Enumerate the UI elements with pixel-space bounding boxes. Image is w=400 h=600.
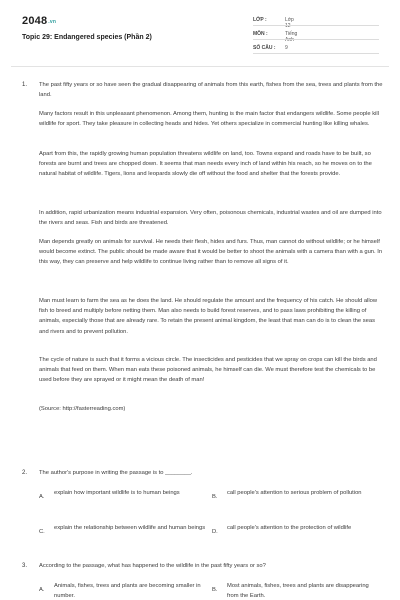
meta-label: LỚP : xyxy=(253,17,267,23)
passage-paragraph: Many factors result in this unpleasant phenomenon. Among them, hunting is the main factor that endangers wildlife. Some people kill wildlife for sport. They take pleasure in collecting heads and hides. Yet others specialize in commercial hunting like killing whales. xyxy=(39,111,379,128)
passage-paragraph: Man must learn to farm the sea as he does the land. He should regulate the amount and the frequency of his catch. He should allow fish to breed and multiply before netting them. Man also needs to build forest reserves, and to pass laws prohibiting the killing of animals, especially those that are already rare. To retain the present animal kingdom, the least that man can do is to clean the seas and rivers and to prevent pollution. xyxy=(39,298,378,335)
option-text: explain how important wildlife is to human beings xyxy=(54,490,180,496)
option-text: explain the relationship between wildlife and human beings xyxy=(54,525,206,531)
question-number: 2. xyxy=(22,470,28,476)
option-text: Animals, fishes, trees and plants are becoming smaller in number. xyxy=(54,583,201,599)
logo-text: 2048 xyxy=(22,15,48,27)
option-letter: A. xyxy=(39,587,45,593)
question-text: According to the passage, what has happened to the wildlife in the past fifty years or so? xyxy=(39,563,266,569)
option-letter: A. xyxy=(39,494,45,500)
logo-suffix: .vn xyxy=(48,19,57,25)
option-letter: B. xyxy=(212,587,218,593)
header xyxy=(0,0,400,72)
meta-value: 9 xyxy=(285,45,288,51)
passage-paragraph: The past fifty years or so have seen the gradual disappearing of animals from this earth, fishes from the sea, trees and plants from the land. xyxy=(39,82,383,99)
meta-underline xyxy=(253,25,379,26)
option-text: call people's attention to the protection of wildlife xyxy=(227,525,352,531)
passage-source: (Source: http://fasterreading.com) xyxy=(39,406,126,412)
meta-underline xyxy=(253,53,379,54)
passage-paragraph: In addition, rapid urbanization means industrial expansion. Very often, poisonous chemicals, industrial wastes and oil are dumped into the rivers and seas. Fish and birds are threatened. xyxy=(39,210,382,227)
meta-label: SỐ CÂU : xyxy=(253,45,276,51)
meta-label: MÔN : xyxy=(253,31,268,37)
option-text: call people's attention to serious problem of pollution xyxy=(227,490,362,496)
site-logo[interactable] xyxy=(22,15,56,27)
option-letter: C. xyxy=(39,529,45,535)
header-divider xyxy=(11,66,389,67)
option-letter: B. xyxy=(212,494,218,500)
meta-value: Tiếng Anh xyxy=(285,31,298,43)
question-number: 1. xyxy=(22,82,28,88)
passage-paragraph: Man depends greatly on animals for survival. He needs their flesh, hides and furs. Thus, man cannot do without wildlife; or he himself would become extinct. The public should be made aware that it would be better to shoot the animals with a camera than with a gun. In this way, they can preserve and help wildlife to continue living rather than to remove all signs of it. xyxy=(39,239,383,266)
passage-paragraph: The cycle of nature is such that it forms a vicious circle. The insecticides and pesticides that we spray on crops can kill the birds and animals that feed on them. When man eats these poisoned animals, he himself can die. We must therefore test the chemicals to be used before they are sprayed or it might mean the death of man! xyxy=(39,357,377,384)
option-text: Most animals, fishes, trees and plants are disappearing from the Earth. xyxy=(227,583,369,599)
meta-value: Lớp 12 xyxy=(285,17,294,29)
meta-underline xyxy=(253,39,379,40)
page-title: Topic 29: Endangered species (Phần 2) xyxy=(22,34,152,41)
option-letter: D. xyxy=(212,529,218,535)
question-number: 3. xyxy=(22,563,28,569)
question-text: The author's purpose in writing the passage is to ________. xyxy=(39,470,193,476)
passage-paragraph: Apart from this, the rapidly growing human population threatens wildlife on land, too. Towns expand and roads have to be built, so forests are burnt and trees are chopped down. It seems that man needs every inch of land within his reach, so he moves on to the natural habitat of wildlife. Tigers, lions and leopards slowly die off without the food and shelter that the forests provide. xyxy=(39,151,372,178)
